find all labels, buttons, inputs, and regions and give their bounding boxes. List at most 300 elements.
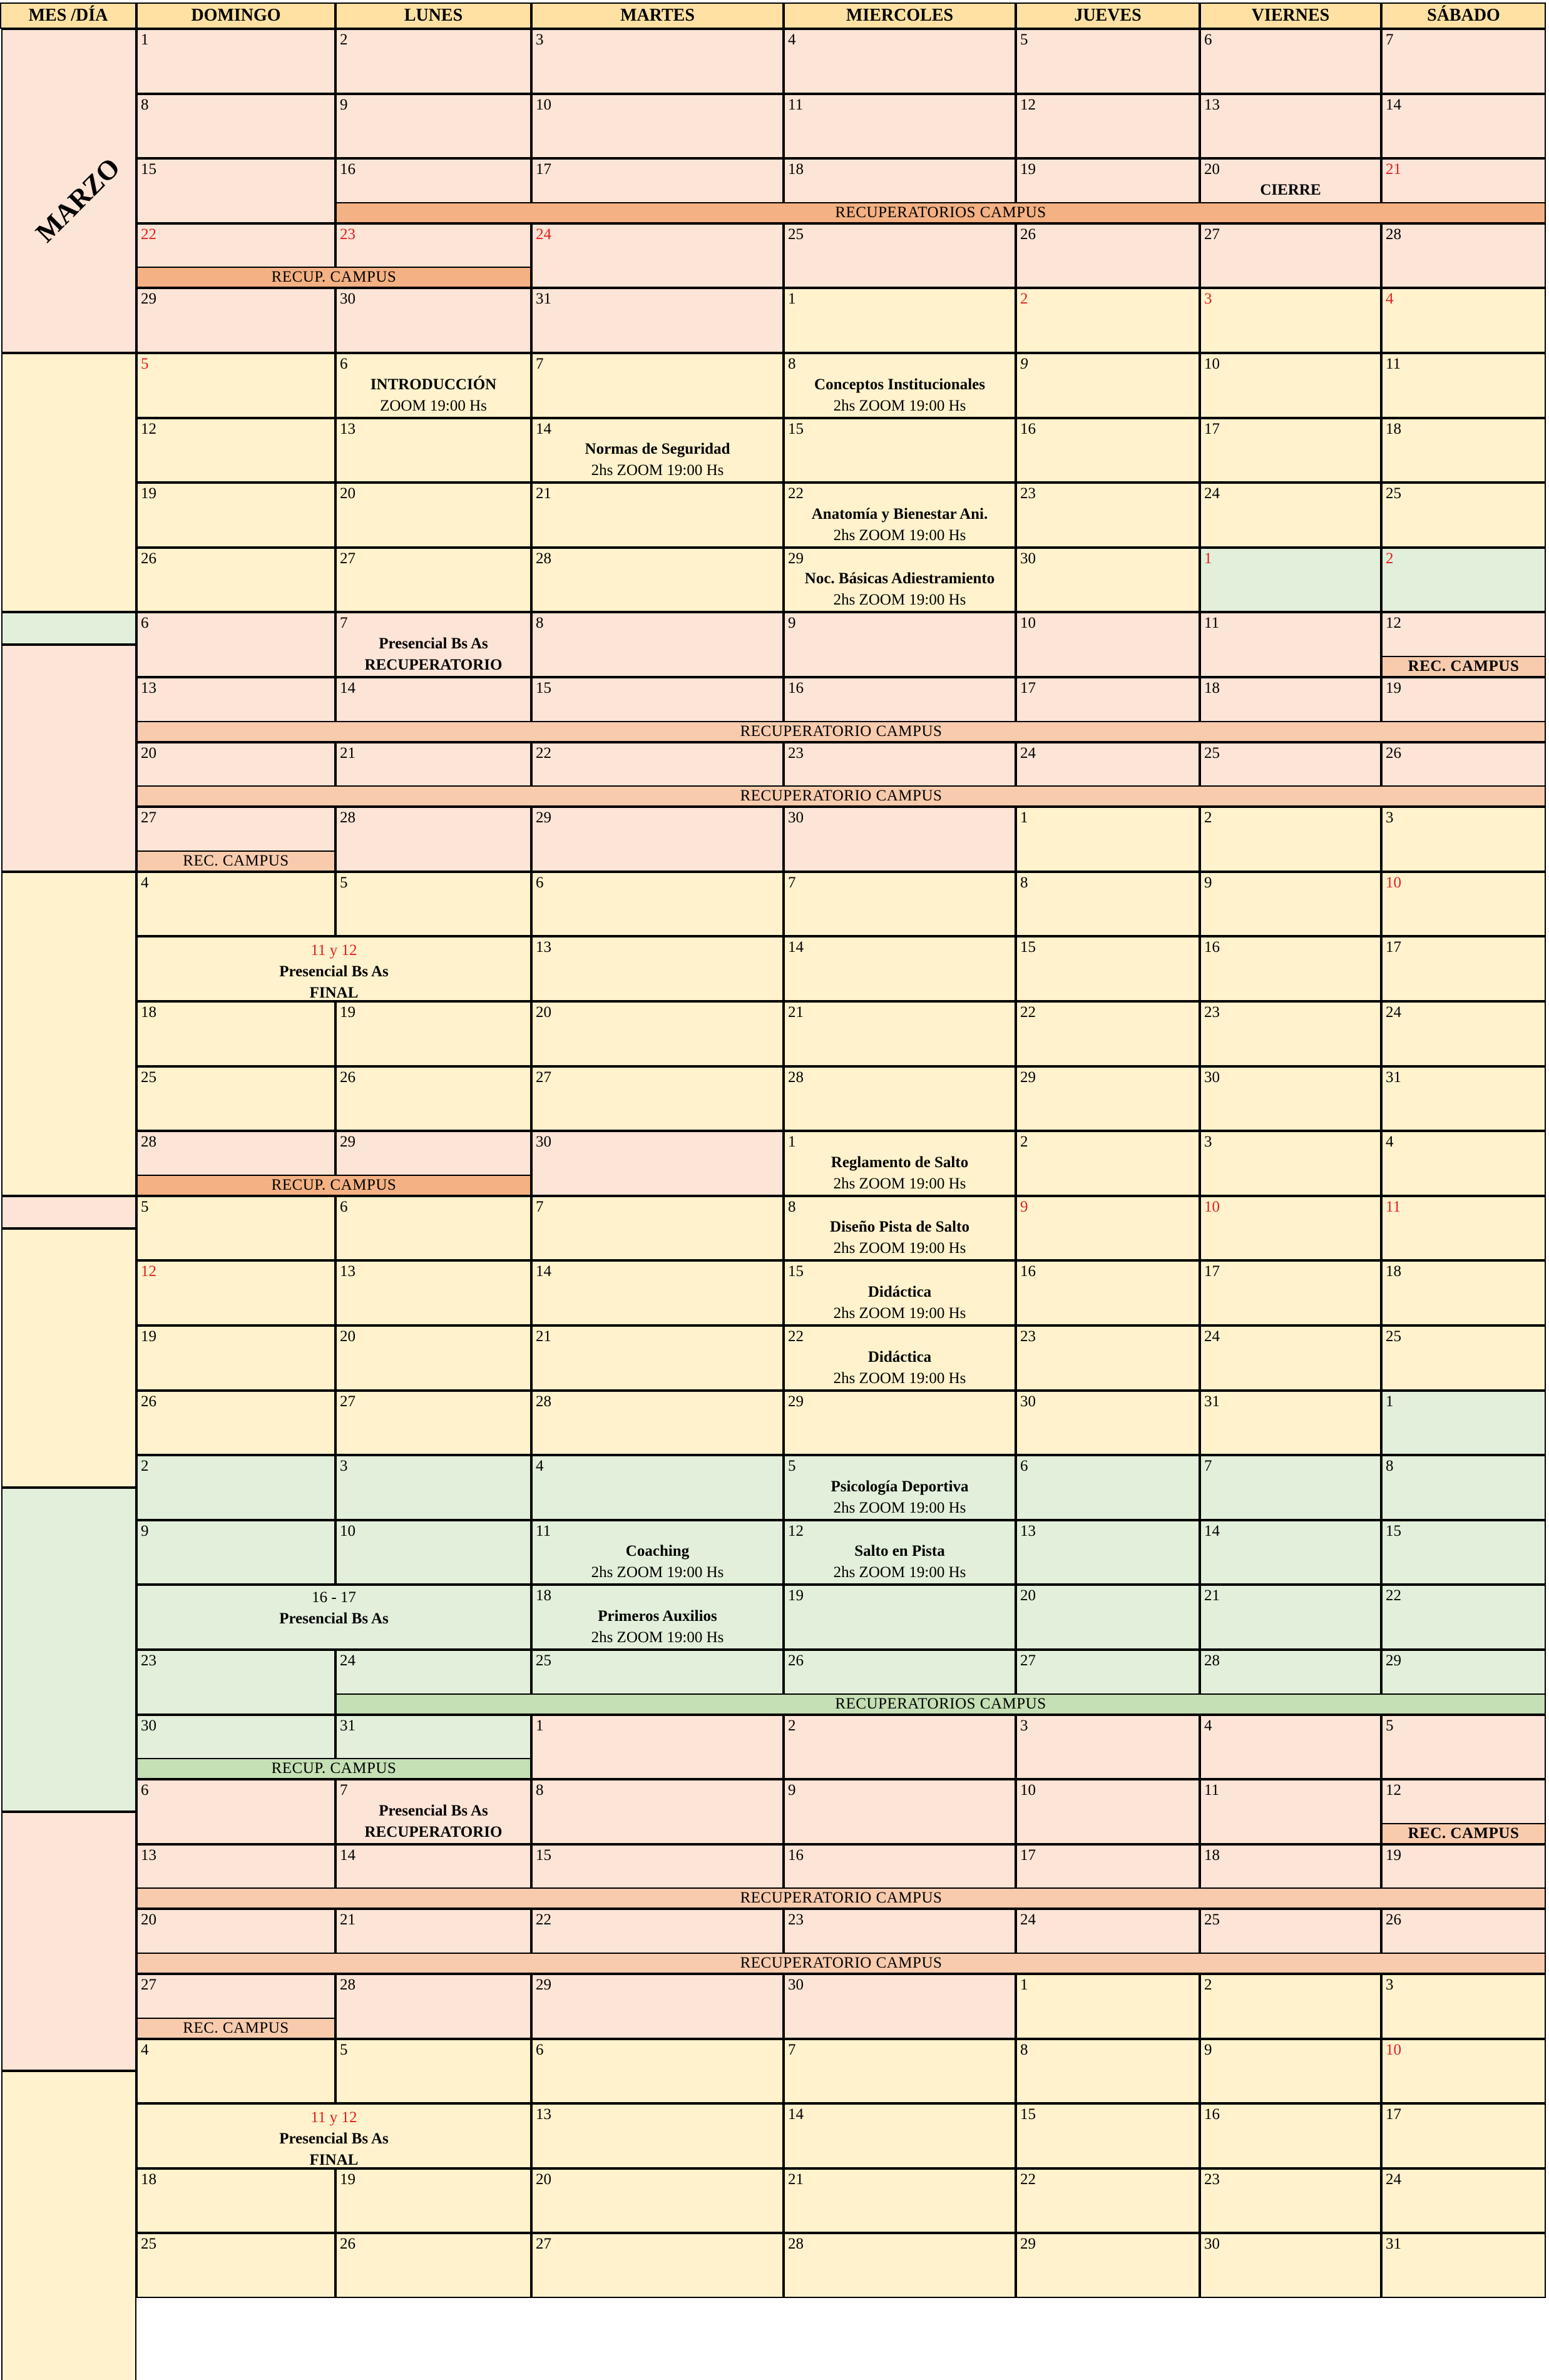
day-number: 8 bbox=[788, 355, 796, 372]
day-number: 2 bbox=[1204, 809, 1212, 827]
day-cell bbox=[531, 1391, 784, 1456]
event-time: 2hs ZOOM 19:00 Hs bbox=[833, 591, 966, 609]
day-number: 4 bbox=[1204, 1717, 1212, 1734]
day-number: 4 bbox=[141, 874, 149, 891]
day-number: 9 bbox=[1020, 355, 1028, 372]
day-cell bbox=[1016, 612, 1200, 677]
day-cell bbox=[1016, 1066, 1200, 1131]
day-number: 19 bbox=[1386, 680, 1401, 697]
day-number: 24 bbox=[1020, 1911, 1036, 1929]
event-date: 11 y 12 bbox=[310, 2109, 357, 2127]
day-number: 1 bbox=[788, 290, 796, 308]
day-number: 18 bbox=[1386, 420, 1401, 437]
day-cell bbox=[1016, 1585, 1200, 1650]
day-number: 6 bbox=[141, 1782, 149, 1799]
day-number: 1 bbox=[1020, 809, 1028, 827]
day-cell bbox=[335, 1260, 531, 1325]
day-cell bbox=[1200, 1974, 1381, 2039]
day-number: 18 bbox=[536, 1587, 551, 1605]
day-cell bbox=[335, 1066, 531, 1131]
day-number: 14 bbox=[788, 2106, 804, 2123]
day-cell bbox=[136, 872, 335, 937]
day-number: 30 bbox=[1020, 549, 1036, 567]
day-number: 31 bbox=[1386, 2235, 1401, 2253]
event-time: 2hs ZOOM 19:00 Hs bbox=[591, 1628, 724, 1646]
day-number: 11 bbox=[1386, 1198, 1401, 1215]
event-label bbox=[785, 1282, 1015, 1324]
day-cell bbox=[1381, 94, 1546, 159]
day-number: 1 bbox=[788, 1133, 796, 1151]
day-number: 5 bbox=[141, 1198, 149, 1215]
day-number: 11 bbox=[1386, 355, 1401, 372]
day-number: 4 bbox=[788, 31, 796, 48]
day-number: 12 bbox=[788, 1522, 804, 1540]
day-number: 23 bbox=[1020, 485, 1036, 503]
event-label bbox=[785, 568, 1015, 611]
event-time: 2hs ZOOM 19:00 Hs bbox=[591, 462, 724, 479]
day-number: 29 bbox=[340, 1133, 355, 1151]
day-cell bbox=[1200, 1520, 1381, 1585]
day-cell bbox=[1381, 353, 1546, 418]
day-number: 18 bbox=[1204, 1846, 1220, 1864]
event-time: 2hs ZOOM 19:00 Hs bbox=[833, 1175, 966, 1192]
day-number: 2 bbox=[1020, 1133, 1028, 1151]
day-cell bbox=[1200, 2103, 1381, 2168]
day-number: 29 bbox=[1020, 2235, 1036, 2253]
day-number: 1 bbox=[1386, 1392, 1394, 1410]
day-cell bbox=[335, 807, 531, 872]
day-cell bbox=[1016, 1131, 1200, 1196]
day-cell bbox=[531, 612, 784, 677]
event-time: 2hs ZOOM 19:00 Hs bbox=[833, 1240, 966, 1257]
day-cell bbox=[531, 548, 784, 613]
day-cell bbox=[531, 418, 784, 483]
day-number: 28 bbox=[536, 1392, 551, 1410]
recuperatorio-band: REC. CAMPUS bbox=[136, 850, 335, 872]
event-title-line2: RECUPERATORIO bbox=[364, 656, 503, 673]
day-cell bbox=[1200, 1715, 1381, 1780]
day-number: 16 bbox=[1204, 939, 1220, 956]
event-label bbox=[785, 1217, 1015, 1259]
day-number: 10 bbox=[1020, 615, 1036, 632]
day-cell bbox=[335, 418, 531, 483]
day-cell bbox=[1016, 807, 1200, 872]
event-label bbox=[533, 1606, 782, 1648]
day-number: 22 bbox=[141, 225, 156, 243]
day-number: 9 bbox=[788, 615, 796, 632]
day-number: 28 bbox=[141, 1133, 156, 1151]
day-cell bbox=[136, 1455, 335, 1520]
day-number: 25 bbox=[1386, 485, 1401, 503]
day-cell bbox=[531, 1715, 784, 1780]
day-cell bbox=[136, 2233, 335, 2298]
event-label bbox=[533, 1541, 782, 1583]
day-cell bbox=[531, 29, 784, 94]
recuperatorio-band: REC. CAMPUS bbox=[1381, 1823, 1546, 1844]
day-number: 4 bbox=[141, 2041, 149, 2058]
day-number: 10 bbox=[1386, 874, 1401, 891]
recuperatorio-band: RECUPERATORIO CAMPUS bbox=[136, 1953, 1546, 1974]
day-cell bbox=[531, 872, 784, 937]
day-number: 24 bbox=[1204, 1328, 1220, 1345]
day-number: 4 bbox=[536, 1458, 544, 1475]
day-number: 7 bbox=[788, 2041, 796, 2058]
day-number: 21 bbox=[536, 1328, 551, 1345]
day-cell bbox=[1200, 548, 1381, 613]
day-number: 26 bbox=[1386, 1911, 1401, 1929]
event-title: Coaching bbox=[625, 1543, 690, 1560]
day-cell bbox=[136, 2039, 335, 2104]
day-number: 29 bbox=[536, 1976, 551, 1993]
recuperatorio-band: RECUPERATORIOS CAMPUS bbox=[335, 202, 1546, 223]
day-number: 19 bbox=[340, 1004, 355, 1021]
day-cell bbox=[1016, 2039, 1200, 2104]
day-cell bbox=[784, 872, 1016, 937]
day-number: 17 bbox=[1020, 680, 1036, 697]
day-number: 29 bbox=[1020, 1068, 1036, 1086]
day-number: 24 bbox=[1386, 2170, 1401, 2188]
day-cell bbox=[531, 1260, 784, 1325]
day-cell bbox=[784, 483, 1016, 548]
day-number: 23 bbox=[1204, 1004, 1220, 1021]
day-number: 18 bbox=[1204, 680, 1220, 697]
day-cell bbox=[1381, 2168, 1546, 2234]
day-cell bbox=[1381, 418, 1546, 483]
day-number: 10 bbox=[340, 1522, 355, 1540]
day-cell bbox=[1016, 1974, 1200, 2039]
day-cell bbox=[1016, 353, 1200, 418]
day-cell bbox=[784, 94, 1016, 159]
day-number: 18 bbox=[141, 1004, 156, 1021]
day-number: 16 bbox=[788, 680, 804, 697]
day-cell bbox=[1381, 1974, 1546, 2039]
day-number: 30 bbox=[1020, 1392, 1036, 1410]
day-cell bbox=[531, 2168, 784, 2234]
day-number: 24 bbox=[1020, 744, 1036, 762]
event-time: 2hs ZOOM 19:00 Hs bbox=[833, 1564, 966, 1581]
day-number: 8 bbox=[788, 1198, 796, 1215]
day-number: 21 bbox=[536, 485, 551, 503]
day-number: 7 bbox=[1204, 1458, 1212, 1475]
day-cell bbox=[784, 1455, 1016, 1520]
day-cell bbox=[1016, 1779, 1200, 1844]
day-number: 12 bbox=[1020, 96, 1036, 113]
day-number: 24 bbox=[340, 1652, 355, 1669]
day-number: 26 bbox=[141, 549, 156, 567]
day-cell bbox=[1200, 872, 1381, 937]
recuperatorio-band: RECUPERATORIO CAMPUS bbox=[136, 785, 1546, 807]
day-number: 20 bbox=[1204, 161, 1220, 178]
day-cell bbox=[784, 2168, 1016, 2234]
day-number: 28 bbox=[340, 1976, 355, 1993]
day-number: 14 bbox=[536, 420, 551, 437]
day-number: 31 bbox=[1204, 1392, 1220, 1410]
header-day: SÁBADO bbox=[1381, 3, 1546, 29]
day-number: 20 bbox=[141, 744, 156, 762]
day-number: 24 bbox=[1386, 1004, 1401, 1021]
day-cell bbox=[1200, 223, 1381, 289]
day-number: 3 bbox=[1204, 1133, 1212, 1151]
day-cell bbox=[784, 936, 1016, 1001]
day-number: 30 bbox=[1204, 2235, 1220, 2253]
day-number: 26 bbox=[788, 1652, 804, 1669]
event-label bbox=[138, 2107, 530, 2171]
day-number: 17 bbox=[1204, 420, 1220, 437]
day-cell bbox=[1381, 1001, 1546, 1066]
day-number: 12 bbox=[141, 420, 156, 437]
day-cell bbox=[531, 936, 784, 1001]
day-number: 12 bbox=[1386, 615, 1401, 632]
day-number: 4 bbox=[1386, 1133, 1394, 1151]
day-number: 26 bbox=[141, 1392, 156, 1410]
day-number: 15 bbox=[788, 1263, 804, 1280]
event-title: INTRODUCCIÓN bbox=[370, 375, 497, 393]
day-cell bbox=[784, 1974, 1016, 2039]
day-cell bbox=[136, 288, 335, 353]
day-number: 25 bbox=[1204, 744, 1220, 762]
day-number: 15 bbox=[1020, 939, 1036, 956]
day-number: 9 bbox=[340, 96, 348, 113]
event-title: Normas de Seguridad bbox=[585, 441, 730, 458]
day-number: 8 bbox=[1020, 874, 1028, 891]
day-cell bbox=[1016, 1520, 1200, 1585]
day-cell bbox=[335, 288, 531, 353]
day-cell bbox=[1200, 1066, 1381, 1131]
day-number: 28 bbox=[1204, 1652, 1220, 1669]
day-cell bbox=[1016, 418, 1200, 483]
day-number: 7 bbox=[1386, 31, 1394, 48]
day-number: 5 bbox=[340, 2041, 348, 2058]
day-number: 8 bbox=[1386, 1458, 1394, 1475]
day-number: 14 bbox=[1204, 1522, 1220, 1540]
day-number: 13 bbox=[536, 2106, 551, 2123]
event-label bbox=[785, 1152, 1015, 1195]
day-cell bbox=[531, 1974, 784, 2039]
day-number: 27 bbox=[141, 809, 156, 827]
day-cell bbox=[1200, 353, 1381, 418]
day-cell bbox=[784, 29, 1016, 94]
recuperatorio-band: REC. CAMPUS bbox=[1381, 656, 1546, 677]
day-cell bbox=[335, 29, 531, 94]
day-cell bbox=[784, 2039, 1016, 2104]
day-number: 22 bbox=[788, 485, 804, 503]
day-cell bbox=[335, 1391, 531, 1456]
day-number: 25 bbox=[788, 225, 804, 243]
day-number: 28 bbox=[536, 549, 551, 567]
day-cell bbox=[1381, 223, 1546, 289]
day-cell bbox=[784, 288, 1016, 353]
day-cell bbox=[1381, 2233, 1546, 2298]
day-number: 3 bbox=[1386, 809, 1394, 827]
event-time: 2hs ZOOM 19:00 Hs bbox=[833, 1304, 966, 1322]
day-number: 28 bbox=[340, 809, 355, 827]
day-number: 26 bbox=[1386, 744, 1401, 762]
day-cell bbox=[335, 1779, 531, 1844]
day-cell bbox=[784, 1520, 1016, 1585]
day-number: 12 bbox=[1386, 1782, 1401, 1799]
day-cell bbox=[1200, 936, 1381, 1001]
day-cell bbox=[531, 1196, 784, 1261]
day-cell bbox=[1016, 1715, 1200, 1780]
day-cell bbox=[1200, 1391, 1381, 1456]
day-cell bbox=[1200, 288, 1381, 353]
day-cell bbox=[136, 158, 335, 223]
day-number: 14 bbox=[1386, 96, 1401, 113]
event-title: Presencial Bs As bbox=[279, 2130, 389, 2148]
event-label bbox=[785, 1347, 1015, 1389]
day-number: 14 bbox=[536, 1263, 551, 1280]
day-cell bbox=[531, 1779, 784, 1844]
event-title-line2: FINAL bbox=[309, 984, 359, 1002]
recuperatorio-band: REC. CAMPUS bbox=[136, 2018, 335, 2039]
event-title: Anatomía y Bienestar Ani. bbox=[811, 505, 988, 523]
day-cell bbox=[784, 1066, 1016, 1131]
header-day: JUEVES bbox=[1016, 3, 1200, 29]
day-number: 3 bbox=[1204, 290, 1212, 308]
day-number: 1 bbox=[536, 1717, 544, 1734]
day-cell bbox=[1016, 1001, 1200, 1066]
day-cell bbox=[531, 2039, 784, 2104]
day-number: 6 bbox=[536, 874, 544, 891]
day-cell bbox=[531, 807, 784, 872]
day-cell bbox=[1200, 2168, 1381, 2234]
recuperatorio-band: RECUPERATORIO CAMPUS bbox=[136, 721, 1546, 742]
day-cell bbox=[1200, 2039, 1381, 2104]
day-number: 23 bbox=[141, 1652, 156, 1669]
event-title: Presencial Bs As bbox=[279, 963, 389, 981]
day-number: 12 bbox=[141, 1263, 156, 1280]
day-cell bbox=[1381, 1325, 1546, 1391]
event-label bbox=[337, 1800, 530, 1843]
event-title: Didáctica bbox=[867, 1348, 932, 1366]
day-cell bbox=[1016, 483, 1200, 548]
event-time: 2hs ZOOM 19:00 Hs bbox=[833, 1499, 966, 1516]
day-cell bbox=[531, 2233, 784, 2298]
day-number: 8 bbox=[1020, 2041, 1028, 2058]
day-cell bbox=[136, 1001, 335, 1066]
event-date: 16 - 17 bbox=[312, 1589, 356, 1606]
day-number: 24 bbox=[1204, 485, 1220, 503]
day-number: 10 bbox=[536, 96, 551, 113]
day-cell bbox=[1200, 1455, 1381, 1520]
day-cell bbox=[136, 1066, 335, 1131]
day-number: 25 bbox=[141, 1068, 156, 1086]
event-title: Noc. Básicas Adiestramiento bbox=[804, 570, 995, 588]
day-number: 6 bbox=[536, 2041, 544, 2058]
day-number: 13 bbox=[340, 420, 355, 437]
day-number: 17 bbox=[1204, 1263, 1220, 1280]
day-number: 10 bbox=[1204, 1198, 1220, 1215]
day-cell bbox=[136, 2103, 531, 2168]
day-number: 6 bbox=[1204, 31, 1212, 48]
day-number: 30 bbox=[788, 1976, 804, 1993]
day-number: 17 bbox=[536, 161, 551, 178]
day-cell bbox=[784, 223, 1016, 289]
day-number: 21 bbox=[1204, 1587, 1220, 1605]
day-number: 22 bbox=[536, 1911, 551, 1929]
day-number: 31 bbox=[340, 1717, 355, 1734]
day-cell bbox=[531, 1325, 784, 1391]
day-cell bbox=[1016, 1325, 1200, 1391]
day-number: 20 bbox=[340, 1328, 355, 1345]
day-number: 30 bbox=[340, 290, 355, 308]
day-cell bbox=[1381, 1715, 1546, 1780]
day-number: 11 bbox=[536, 1522, 551, 1540]
day-number: 27 bbox=[536, 1068, 551, 1086]
day-number: 6 bbox=[141, 615, 149, 632]
day-number: 9 bbox=[141, 1522, 149, 1540]
day-number: 13 bbox=[1204, 96, 1220, 113]
day-number: 5 bbox=[1020, 31, 1028, 48]
day-cell bbox=[1016, 2233, 1200, 2298]
day-number: 23 bbox=[340, 225, 355, 243]
day-number: 19 bbox=[1386, 1846, 1401, 1864]
day-number: 15 bbox=[1020, 2106, 1036, 2123]
day-number: 19 bbox=[141, 1328, 156, 1345]
event-title-line2: RECUPERATORIO bbox=[364, 1823, 503, 1841]
day-number: 22 bbox=[788, 1328, 804, 1345]
day-cell bbox=[784, 612, 1016, 677]
day-number: 19 bbox=[1020, 161, 1036, 178]
recuperatorio-band: RECUPERATORIO CAMPUS bbox=[136, 1887, 1546, 1909]
day-number: 10 bbox=[1386, 2041, 1401, 2058]
day-number: 10 bbox=[1204, 355, 1220, 372]
day-cell bbox=[136, 29, 335, 94]
day-number: 9 bbox=[1204, 2041, 1212, 2058]
day-cell bbox=[784, 1001, 1016, 1066]
day-cell bbox=[531, 483, 784, 548]
event-title: CIERRE bbox=[1260, 181, 1321, 198]
day-cell bbox=[335, 2039, 531, 2104]
day-cell bbox=[1200, 1779, 1381, 1844]
day-cell bbox=[1016, 1455, 1200, 1520]
day-number: 13 bbox=[340, 1263, 355, 1280]
day-cell bbox=[136, 2168, 335, 2234]
day-number: 28 bbox=[788, 1068, 804, 1086]
header-day: LUNES bbox=[335, 3, 531, 29]
day-number: 2 bbox=[340, 31, 348, 48]
day-cell bbox=[1200, 1585, 1381, 1650]
day-number: 22 bbox=[1386, 1587, 1401, 1605]
day-number: 28 bbox=[1386, 225, 1401, 243]
event-label bbox=[785, 374, 1015, 417]
day-number: 1 bbox=[141, 31, 149, 48]
day-number: 31 bbox=[536, 290, 551, 308]
day-cell bbox=[1016, 1196, 1200, 1261]
day-number: 3 bbox=[1386, 1976, 1394, 1993]
day-cell bbox=[784, 1585, 1016, 1650]
header-day: MARTES bbox=[531, 3, 784, 29]
day-cell bbox=[531, 223, 784, 289]
day-number: 22 bbox=[536, 744, 551, 762]
day-number: 3 bbox=[536, 31, 544, 48]
event-time: 2hs ZOOM 19:00 Hs bbox=[833, 526, 966, 544]
day-cell bbox=[784, 807, 1016, 872]
day-number: 20 bbox=[340, 485, 355, 503]
day-number: 20 bbox=[141, 1911, 156, 1929]
day-cell bbox=[1200, 612, 1381, 677]
day-number: 9 bbox=[788, 1782, 796, 1799]
day-cell bbox=[1200, 1325, 1381, 1391]
day-number: 18 bbox=[1386, 1263, 1401, 1280]
day-cell bbox=[1381, 1131, 1546, 1196]
day-number: 17 bbox=[1386, 939, 1401, 956]
day-cell bbox=[1200, 1001, 1381, 1066]
day-cell bbox=[1016, 548, 1200, 613]
event-title-line2: FINAL bbox=[309, 2152, 359, 2169]
day-cell bbox=[136, 548, 335, 613]
day-cell bbox=[1016, 288, 1200, 353]
